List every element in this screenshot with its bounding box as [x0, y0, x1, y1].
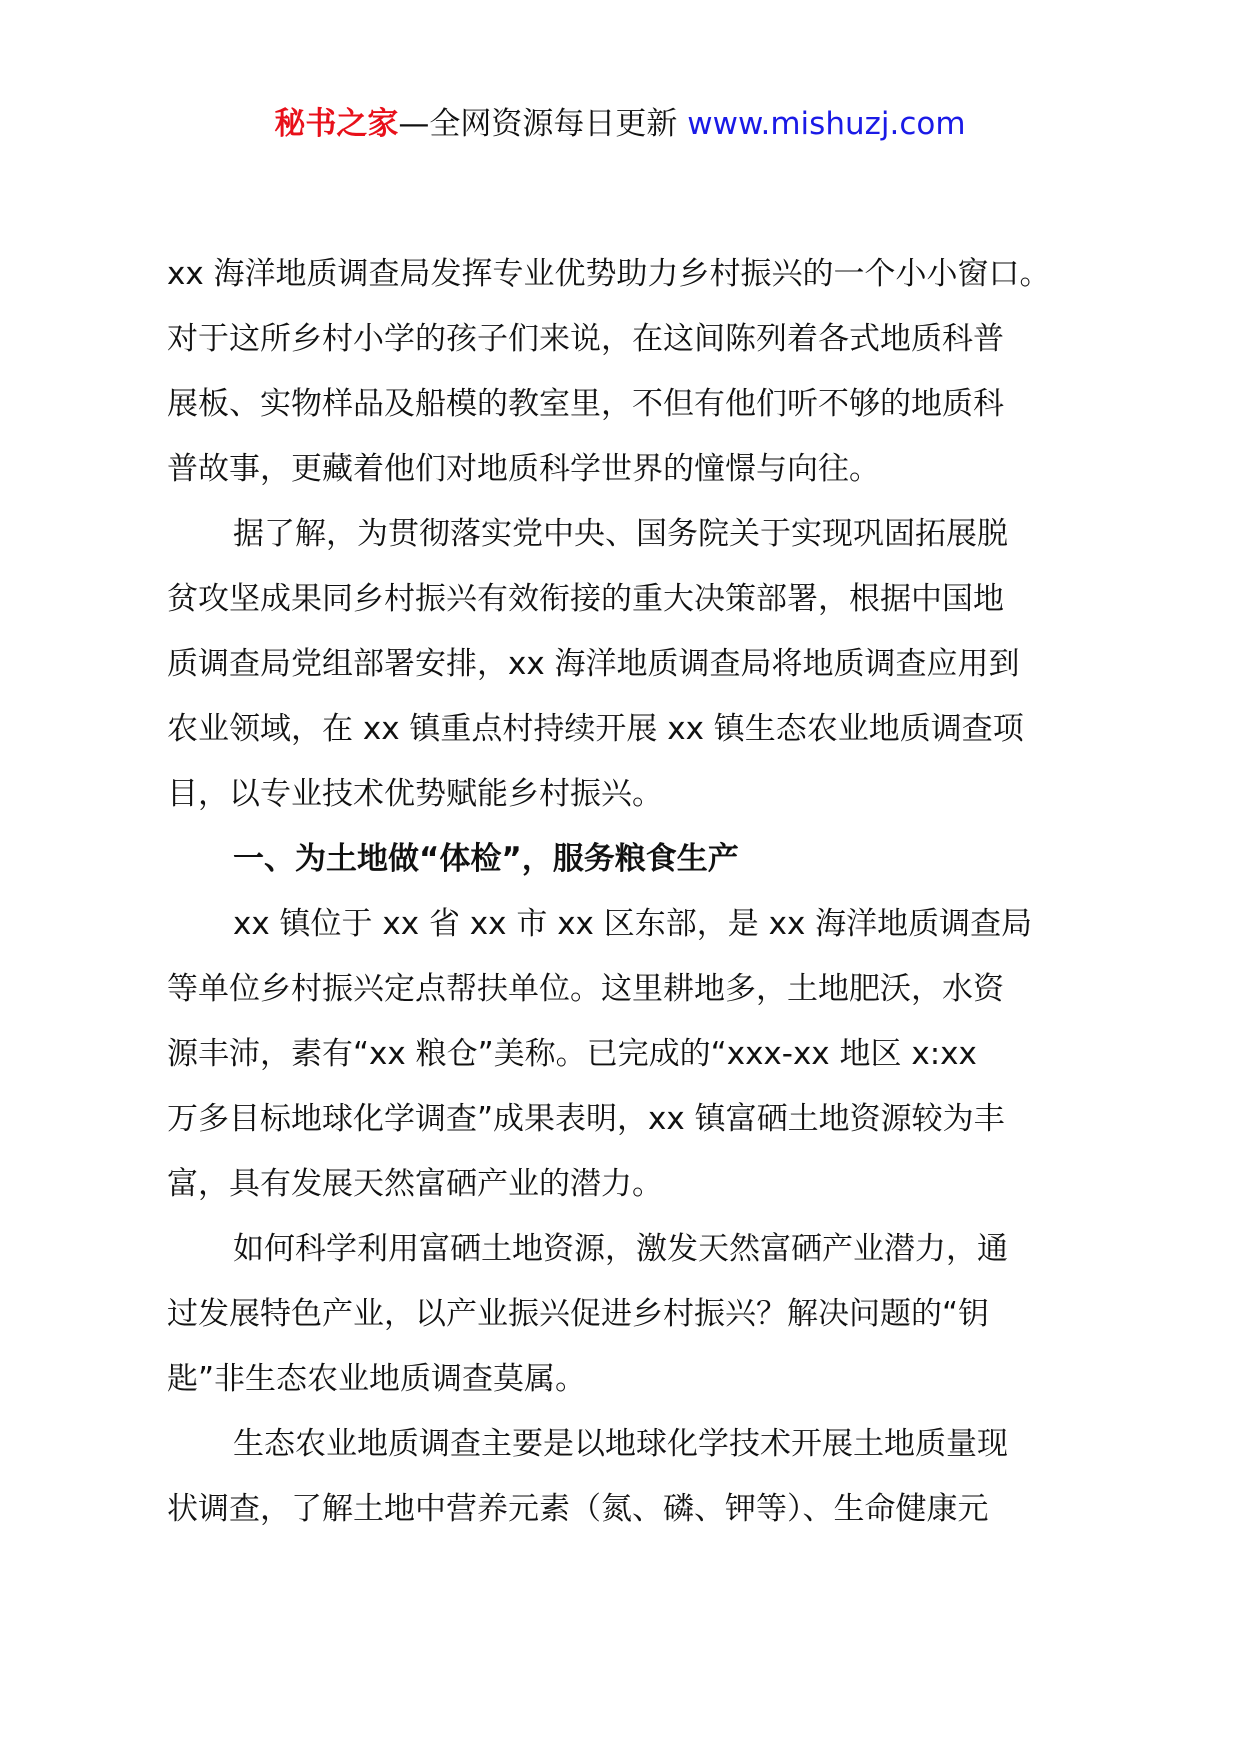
text-line: 展板、实物样品及船模的教室里，不但有他们听不够的地质科 — [167, 386, 1004, 422]
text-line: 匙”非生态农业地质调查莫属。 — [167, 1361, 587, 1397]
text-line: 万多目标地球化学调查”成果表明，xx 镇富硒土地资源较为丰 — [167, 1101, 1005, 1137]
text-line: 农业领域，在 xx 镇重点村持续开展 xx 镇生态农业地质调查项 — [167, 711, 1024, 747]
header-url-link[interactable]: www.mishuzj.com — [687, 106, 966, 142]
text-line: 质调查局党组部署安排，xx 海洋地质调查局将地质调查应用到 — [167, 646, 1020, 682]
page-header — [0, 100, 1240, 148]
text-line: xx 海洋地质调查局发挥专业优势助力乡村振兴的一个小小窗口。 — [167, 256, 1051, 292]
text-line: 过发展特色产业，以产业振兴促进乡村振兴？解决问题的“钥 — [167, 1296, 990, 1332]
text-line: 状调查，了解土地中营养元素（氮、磷、钾等）、生命健康元 — [167, 1491, 989, 1527]
document-body — [167, 242, 1107, 1542]
text-line: 源丰沛，素有“xx 粮仓”美称。已完成的“xxx-xx 地区 x:xx — [167, 1036, 977, 1072]
text-line: xx 镇位于 xx 省 xx 市 xx 区东部，是 xx 海洋地质调查局 — [233, 906, 1033, 942]
text-line: 对于这所乡村小学的孩子们来说，在这间陈列着各式地质科普 — [167, 321, 1004, 357]
section-heading: 一、为土地做“体检”，服务粮食生产 — [233, 841, 739, 877]
text-line: 等单位乡村振兴定点帮扶单位。这里耕地多，土地肥沃，水资 — [167, 971, 1004, 1007]
header-tagline: —全网资源每日更新 — [398, 106, 678, 142]
text-line: 富，具有发展天然富硒产业的潜力。 — [167, 1166, 663, 1202]
brand-name: 秘书之家 — [274, 106, 399, 142]
text-line: 目，以专业技术优势赋能乡村振兴。 — [167, 776, 663, 812]
text-line: 如何科学利用富硒土地资源，激发天然富硒产业潜力，通 — [233, 1231, 1008, 1267]
text-line: 贫攻坚成果同乡村振兴有效衔接的重大决策部署，根据中国地 — [167, 581, 1004, 617]
text-line: 生态农业地质调查主要是以地球化学技术开展土地质量现 — [233, 1426, 1008, 1462]
text-line: 据了解，为贯彻落实党中央、国务院关于实现巩固拓展脱 — [233, 516, 1008, 552]
text-line: 普故事，更藏着他们对地质科学世界的憧憬与向往。 — [167, 451, 880, 487]
